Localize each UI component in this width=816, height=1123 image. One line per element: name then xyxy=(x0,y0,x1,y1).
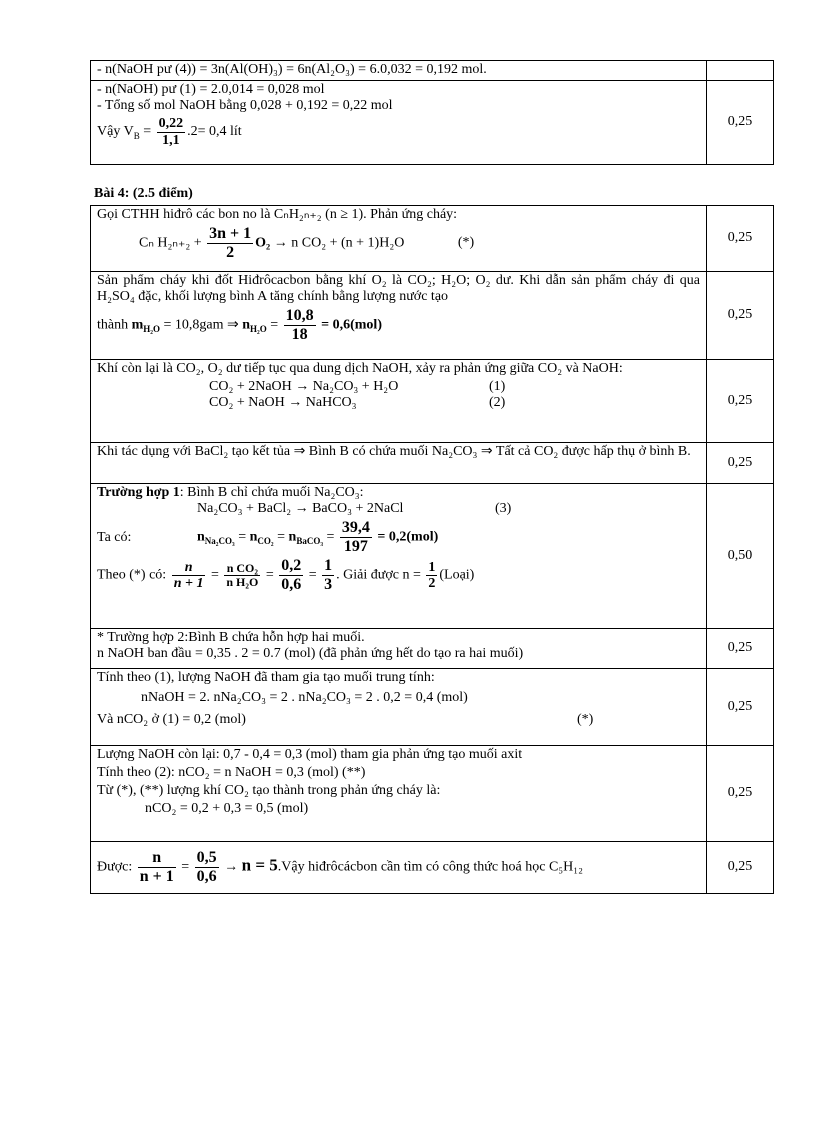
bai4-table xyxy=(90,205,774,894)
text-line: - n(NaOH pư (4)) = 3n(Al(OH)₃) = 6n(Al₂O₃) = 6.0,032 = 0,192 mol. xyxy=(97,62,487,77)
table-row xyxy=(91,272,774,360)
combustion-equation: Cₙ H₂ₙ₊₂ + $\frac{3n + 1}{2}$ O₂ → n CO₂ + (n + 1)H₂O (*) xyxy=(139,225,475,261)
score-cell xyxy=(707,61,774,81)
fraction: $\frac{3n + 1}{2}$ xyxy=(209,225,252,261)
answer-cell xyxy=(91,484,707,629)
score-cell: 0,25 xyxy=(707,81,774,165)
table-row xyxy=(91,206,774,272)
text-line: Từ (*), (**) lượng khí CO₂ tạo thành trong phản ứng cháy là: xyxy=(97,783,441,799)
table-row xyxy=(91,61,774,81)
answer-cell xyxy=(91,61,707,81)
text-line: nCO₂ = 0,2 + 0,3 = 0,5 (mol) xyxy=(145,801,309,817)
score-cell: 0,50 xyxy=(707,484,774,629)
answer-cell xyxy=(91,443,707,484)
answer-cell xyxy=(91,842,707,894)
fraction: $\frac{10,8}{18}$ xyxy=(285,307,314,343)
section-heading: Bài 4: (2.5 điểm) xyxy=(94,186,193,201)
table-row xyxy=(91,360,774,443)
score-cell: 0,25 xyxy=(707,842,774,894)
score-cell: 0,25 xyxy=(707,746,774,842)
fraction: $\frac{\text{n CO₂}}{\text{n H₂O}}$ xyxy=(226,560,259,589)
fraction: $\frac{0,2}{0,6}$ xyxy=(281,557,302,593)
volume-line: Vậy $V_B$ = $\frac{0,22}{1,1}$ .2= 0,4 lít xyxy=(97,116,242,148)
text-line: Tính theo (1), lượng NaOH đã tham gia tạo muối trung tính: xyxy=(97,670,435,685)
answer-cell xyxy=(91,360,707,443)
table-row xyxy=(91,443,774,484)
text-line: Gọi CTHH hiđrô các bon no là CₙH₂ₙ₊₂ (n ≥ 1). Phản ứng cháy: xyxy=(97,207,458,222)
score-cell: 0,25 xyxy=(707,272,774,360)
score-cell: 0,25 xyxy=(707,669,774,746)
final-answer-line: Được: $\frac{n}{n + 1}$ = $\frac{0,5}{0,6}$ → n = 5.Vậy hiđrôcácbon cần tìm có công thức hoá học C₅H₁₂ xyxy=(97,849,584,885)
fraction: $\frac{39,4}{197}$ xyxy=(341,519,370,555)
reaction-1: CO₂ + 2NaOH → Na₂CO₃ + H₂O (1) xyxy=(209,379,506,395)
fraction: $\frac{n}{n + 1}$ xyxy=(173,559,204,591)
table-row xyxy=(91,669,774,746)
fraction: $\frac{n}{n + 1}$ xyxy=(139,849,174,885)
score-cell: 0,25 xyxy=(707,443,774,484)
text-line: * Trường hợp 2:Bình B chứa hỗn hợp hai muối. xyxy=(97,630,365,645)
theo-line: Theo (*) có: $\frac{n}{n + 1}$ = $\frac{\text{n CO₂}}{\text{n H₂O}}$ = $\frac{0,2}{0,6}$ = $\frac{1}{3}$ . Giải được n = $\frac{1}{2}$ (Loại) xyxy=(97,557,475,593)
fraction: $\frac{1}{3}$ xyxy=(324,557,333,593)
reaction-2: CO₂ + NaOH → NaHCO₃ (2) xyxy=(209,395,506,411)
fraction: $\frac{0,5}{0,6}$ xyxy=(196,849,217,885)
answer-cell xyxy=(91,669,707,746)
text-line: Và nCO₂ ở (1) = 0,2 (mol) (*) xyxy=(97,712,594,728)
text-line: Khí còn lại là CO₂, O₂ dư tiếp tục qua dung dịch NaOH, xảy ra phản ứng giữa CO₂ và NaOH: xyxy=(97,361,623,376)
score-cell: 0,25 xyxy=(707,206,774,272)
table-row xyxy=(91,842,774,894)
score-cell: 0,25 xyxy=(707,629,774,669)
reaction-3: Na₂CO₃ + BaCl₂ → BaCO₃ + 2NaCl (3) xyxy=(197,501,512,517)
table-row xyxy=(91,746,774,842)
fraction: $\frac{1}{2}$ xyxy=(428,559,436,591)
answer-cell xyxy=(91,81,707,165)
table-row xyxy=(91,484,774,629)
fraction: $\frac{0,22}{1,1}$ xyxy=(158,116,184,148)
text-line: - n(NaOH) pư (1) = 2.0,014 = 0,028 mol xyxy=(97,82,325,97)
water-line: thành $m_{H_2O} = 10,8gam$ ⇒ $n_{H_2O}$ = $\frac{10,8}{18}$ = 0,6(mol) xyxy=(97,307,382,343)
text-line: Sản phẩm cháy khi đốt Hiđrôcacbon bằng khí O₂ là CO₂; H₂O; O₂ dư. Khi dẫn sản phẩm cháy đi qua H₂SO₄ đặc, khối lượng bình A tăng chính bằng lượng nước tạo xyxy=(97,273,701,305)
answer-cell xyxy=(91,629,707,669)
score-cell: 0,25 xyxy=(707,360,774,443)
answer-cell xyxy=(91,746,707,842)
text-line: nNaOH = 2. nNa₂CO₃ = 2 . nNa₂CO₃ = 2 . 0,2 = 0,4 (mol) xyxy=(141,690,468,706)
table-row xyxy=(91,629,774,669)
text-line: Lượng NaOH còn lại: 0,7 - 0,4 = 0,3 (mol) tham gia phản ứng tạo muối axit xyxy=(97,747,523,762)
taco-line: Ta có: $n_{Na_2CO_3} = n_{CO_2} = n_{BaCO_3}$ = $\frac{39,4}{197}$ = 0,2(mol) xyxy=(97,519,439,555)
bai3-tail-table xyxy=(90,60,774,165)
text-line: Khi tác dụng với BaCl₂ tạo kết tủa ⇒ Bình B có chứa muối Na₂CO₃ ⇒ Tất cả CO₂ được hấp thụ ở bình B. xyxy=(97,444,691,459)
table-row xyxy=(91,81,774,165)
text-line: - Tổng số mol NaOH bằng 0,028 + 0,192 = 0,22 mol xyxy=(97,98,393,114)
text-line: Tính theo (2): nCO₂ = n NaOH = 0,3 (mol) (**) xyxy=(97,765,366,781)
answer-cell xyxy=(91,272,707,360)
answer-cell xyxy=(91,206,707,272)
case-1-title: Trường hợp 1: Bình B chỉ chứa muối Na₂CO₃: xyxy=(97,485,364,500)
text-line: n NaOH ban đầu = 0,35 . 2 = 0.7 (mol) (đã phản ứng hết do tạo ra hai muối) xyxy=(97,646,524,662)
